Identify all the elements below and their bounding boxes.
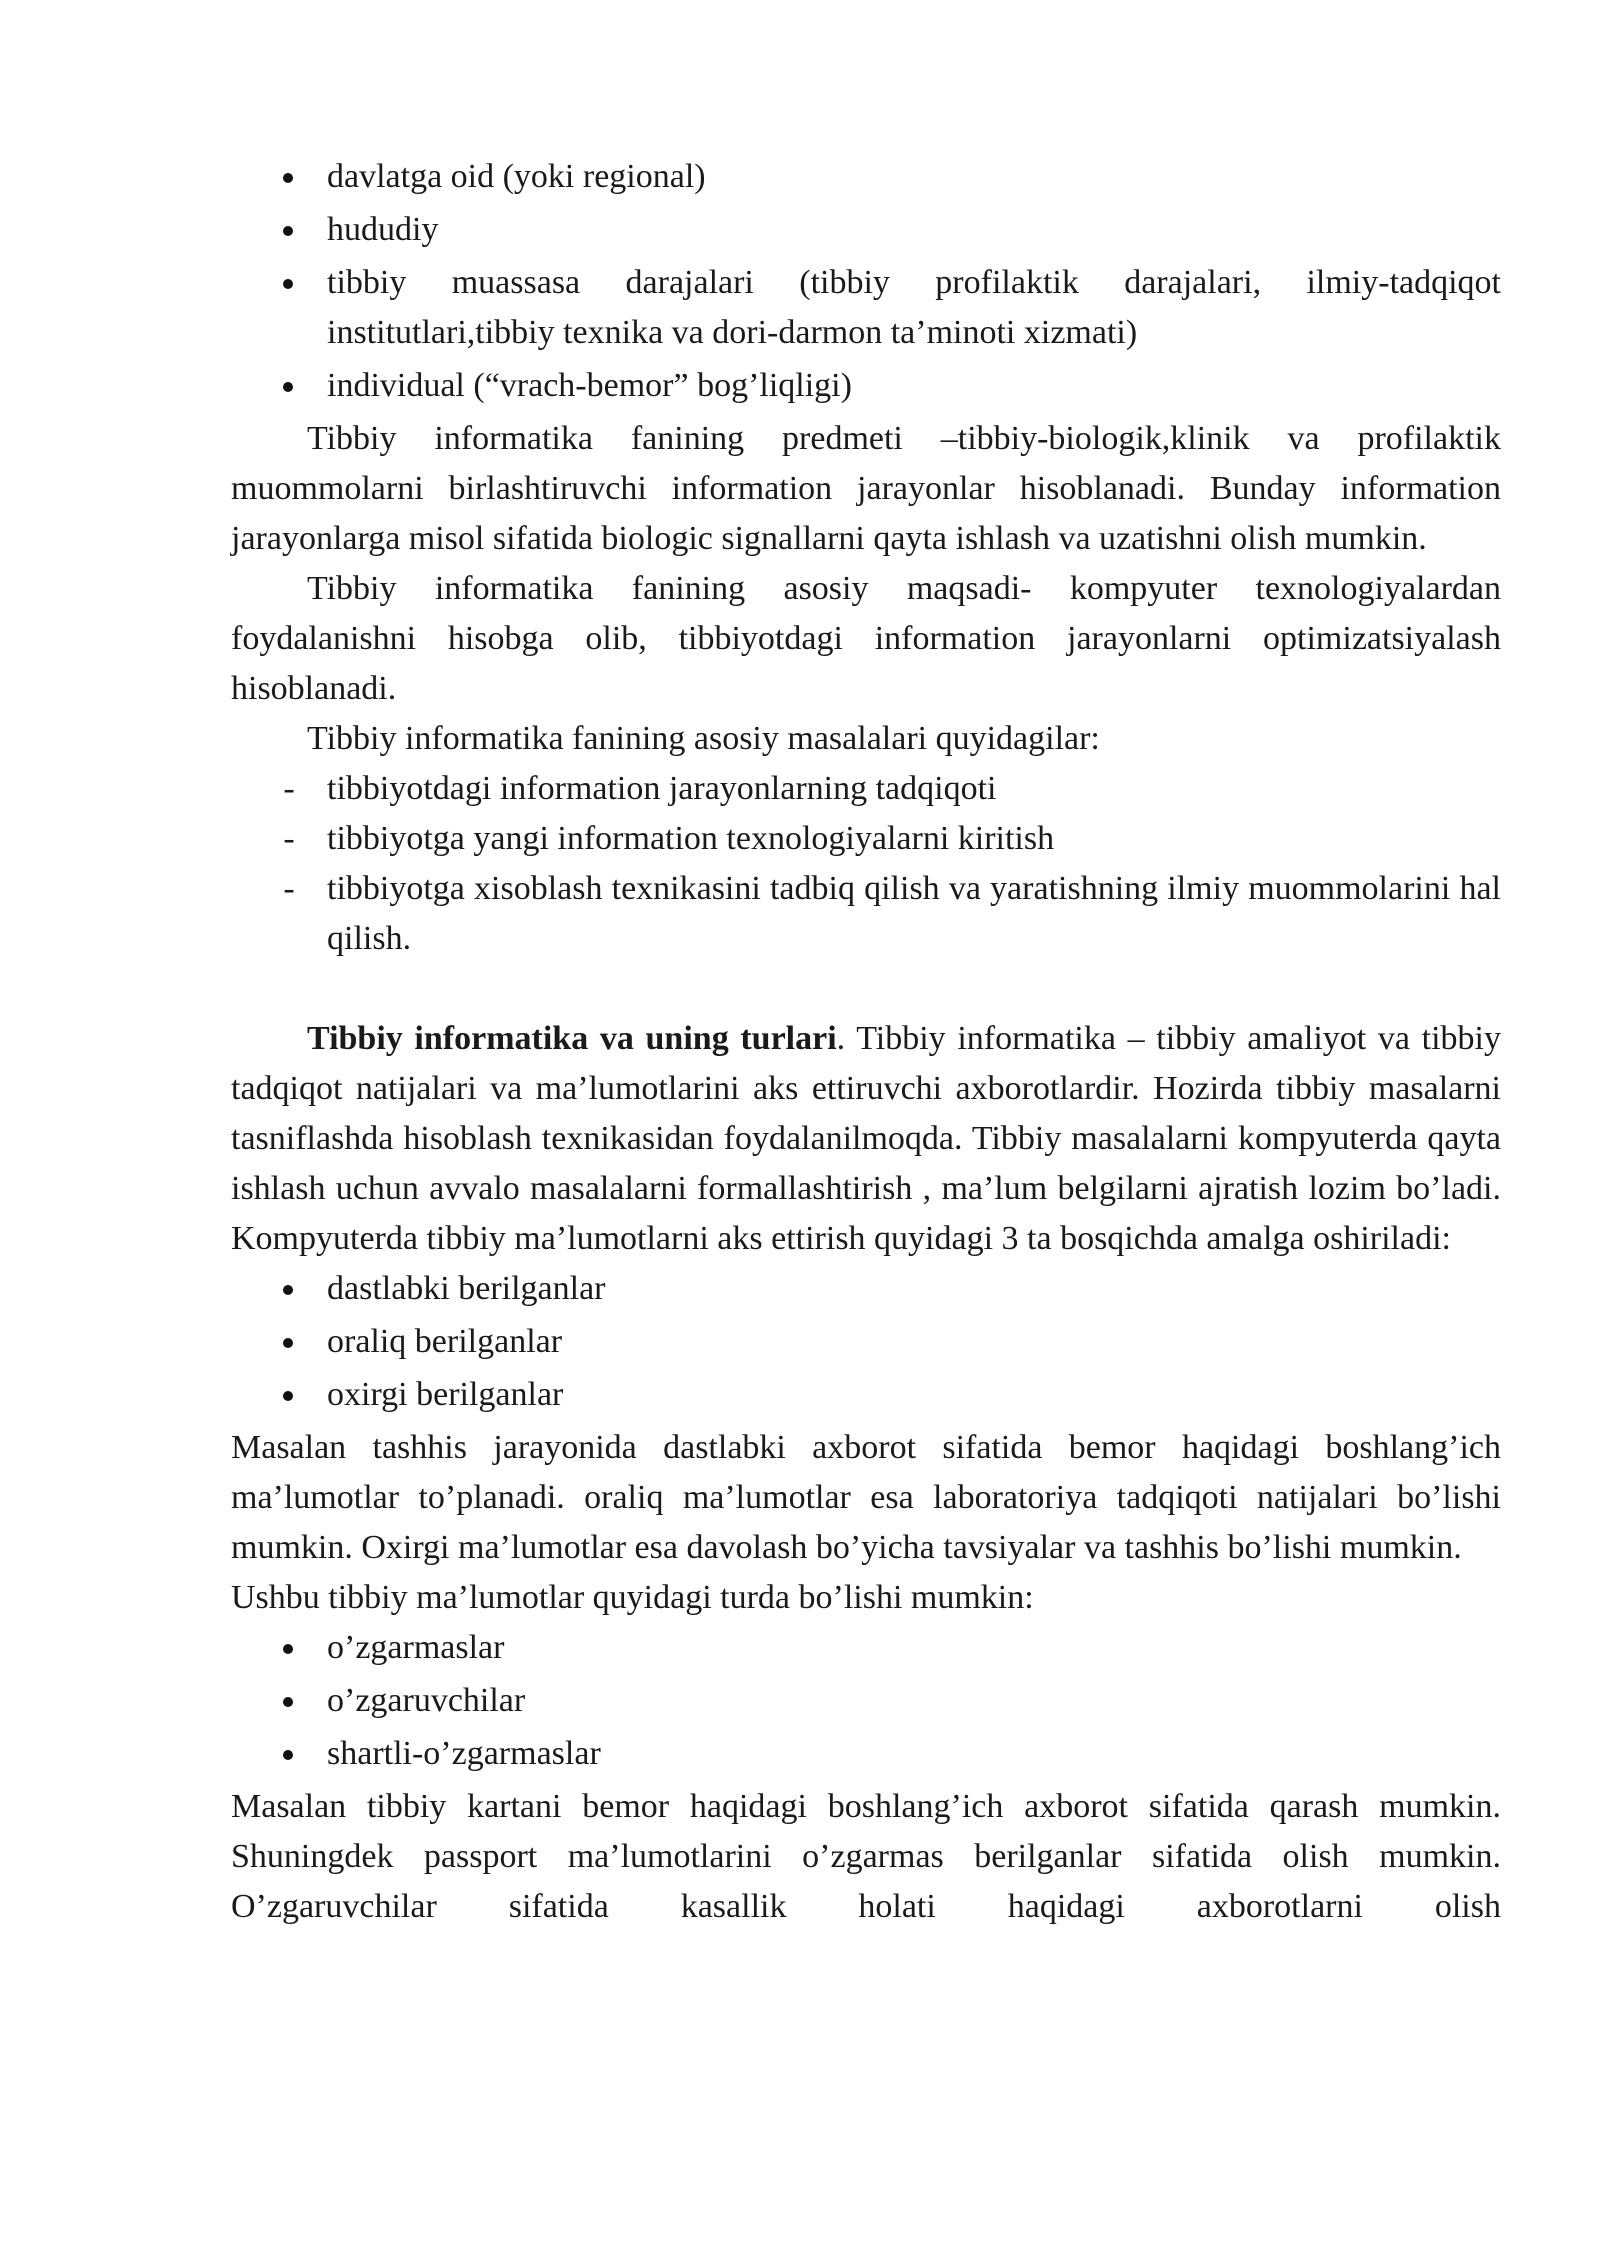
list-item-text: hududiy bbox=[327, 211, 439, 248]
dash-icon: - bbox=[283, 770, 295, 807]
bullet-icon bbox=[283, 279, 293, 289]
paragraph-data-types-intro: Ushbu tibbiy ma’lumotlar quyidagi turda bo’lishi mumkin: bbox=[231, 1579, 1034, 1616]
list-item bbox=[231, 1623, 1501, 1673]
bullet-icon bbox=[283, 1391, 293, 1401]
list-item-text: shartli-o’zgarmaslar bbox=[327, 1735, 601, 1772]
bullet-icon bbox=[283, 226, 293, 236]
bullet-icon bbox=[283, 1697, 293, 1707]
bullet-icon bbox=[283, 382, 293, 392]
list-item-text: o’zgarmaslar bbox=[327, 1629, 505, 1666]
bullet-list-types bbox=[231, 1623, 1501, 1779]
paragraph-section bbox=[231, 1014, 1501, 1264]
list-item-text: tibbiy muassasa darajalari (tibbiy profilaktik darajalari, ilmiy-tadqiqot institutlari,tibbiy texnika va dori-darmon ta’minoti xizmati) bbox=[327, 264, 1501, 351]
document-page bbox=[231, 152, 1501, 1932]
paragraph-goal: Tibbiy informatika fanining asosiy maqsadi- kompyuter texnologiyalardan foydalanishni hisobga olib, tibbiyotdagi information jarayonlarni optimizatsiyalash hisoblanadi. bbox=[231, 570, 1501, 707]
list-item bbox=[231, 258, 1501, 358]
bullet-icon bbox=[283, 1750, 293, 1760]
paragraph-tasks-intro: Tibbiy informatika fanining asosiy masalalari quyidagilar: bbox=[307, 720, 1100, 757]
bullet-icon bbox=[283, 1338, 293, 1348]
bullet-icon bbox=[283, 1285, 293, 1295]
list-item-text: individual (“vrach-bemor” bog’liqligi) bbox=[327, 367, 852, 404]
list-item bbox=[231, 1370, 1501, 1420]
paragraph-example-card: Masalan tibbiy kartani bemor haqidagi boshlang’ich axborot sifatida qarash mumkin. Shuningdek passport ma’lumotlarini o’zgarmas berilganlar sifatida olish mumkin. O’zgaruvchilar sifatida kasallik holati haqidagi axborotlarni olish bbox=[231, 1788, 1501, 1925]
paragraph-subject: Tibbiy informatika fanining predmeti –tibbiy-biologik,klinik va profilaktik muommolarni birlashtiruvchi information jarayonlar hisoblanadi. Bunday information jarayonlarga misol sifatida biologic signallarni qayta ishlash va uzatishni olish mumkin. bbox=[231, 420, 1501, 557]
bullet-list-stages bbox=[231, 1264, 1501, 1420]
paragraph-example-diagnosis: Masalan tashhis jarayonida dastlabki axborot sifatida bemor haqidagi boshlang’ich ma’lumotlar to’planadi. oraliq ma’lumotlar esa laboratoriya tadqiqoti natijalari bo’lishi mumkin. Oxirgi ma’lumotlar esa davolash bo’yicha tavsiyalar va tashhis bo’lishi mumkin. bbox=[231, 1429, 1501, 1566]
list-item bbox=[231, 205, 1501, 255]
list-item bbox=[231, 764, 1501, 814]
bullet-icon bbox=[283, 173, 293, 183]
list-item bbox=[231, 1676, 1501, 1726]
list-item-text: tibbiyotga yangi information texnologiyalarni kiritish bbox=[327, 820, 1055, 857]
list-item bbox=[231, 814, 1501, 864]
spacer bbox=[231, 964, 1501, 1014]
list-item bbox=[231, 152, 1501, 202]
bullet-list-levels bbox=[231, 152, 1501, 411]
list-item bbox=[231, 864, 1501, 964]
dash-icon: - bbox=[283, 870, 295, 907]
list-item-text: tibbiyotga xisoblash texnikasini tadbiq qilish va yaratishning ilmiy muommolarini hal qilish. bbox=[327, 870, 1501, 957]
dash-list-tasks bbox=[231, 764, 1501, 964]
list-item bbox=[231, 1264, 1501, 1314]
list-item-text: davlatga oid (yoki regional) bbox=[327, 158, 706, 195]
section-body: . Tibbiy informatika – tibbiy amaliyot va tibbiy tadqiqot natijalari va ma’lumotlarini aks ettiruvchi axborotlardir. Hozirda tibbiy masalarni tasniflashda hisoblash texnikasidan foydalanilmoqda. Tibbiy masalalarni kompyuterda qayta ishlash uchun avvalo masalalarni formallashtirish , ma’lum belgilarni ajratish lozim bo’ladi. Kompyuterda tibbiy ma’lumotlarni aks ettirish quyidagi 3 ta bosqichda amalga oshiriladi: bbox=[231, 1020, 1501, 1257]
section-title: Tibbiy informatika va uning turlari bbox=[307, 1020, 837, 1057]
list-item-text: oraliq berilganlar bbox=[327, 1323, 563, 1360]
list-item-text: dastlabki berilganlar bbox=[327, 1270, 606, 1307]
bullet-icon bbox=[283, 1644, 293, 1654]
dash-icon: - bbox=[283, 820, 295, 857]
list-item-text: tibbiyotdagi information jarayonlarning tadqiqoti bbox=[327, 770, 997, 807]
list-item-text: oxirgi berilganlar bbox=[327, 1376, 564, 1413]
list-item bbox=[231, 1317, 1501, 1367]
list-item bbox=[231, 1729, 1501, 1779]
list-item bbox=[231, 361, 1501, 411]
list-item-text: o’zgaruvchilar bbox=[327, 1682, 526, 1719]
